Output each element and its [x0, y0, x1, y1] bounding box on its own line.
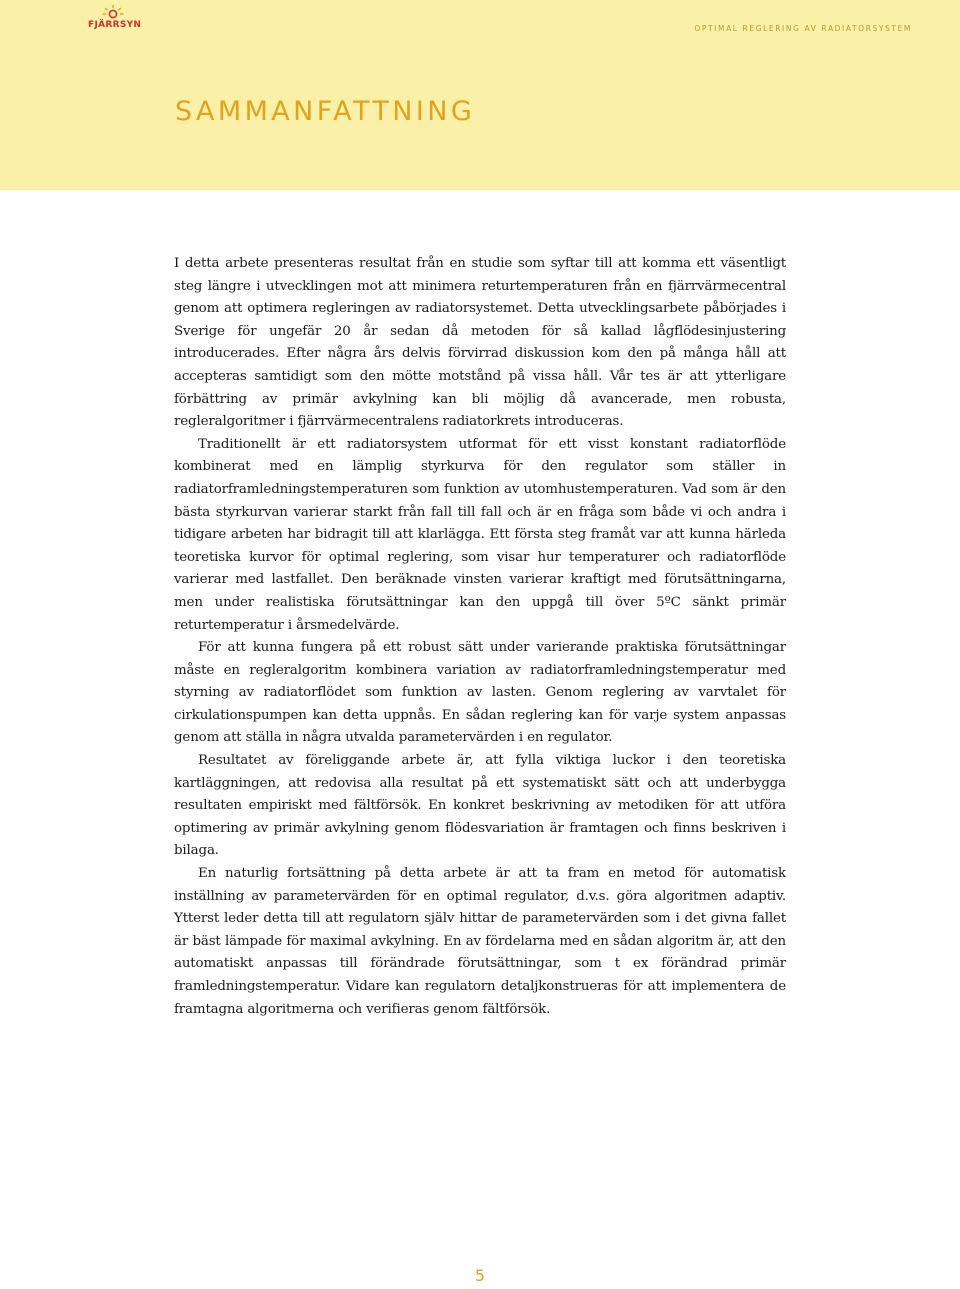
paragraph-4: Resultatet av föreliggande arbete är, att fylla viktiga luckor i den teoretiska kartläggningen, att redovisa alla resultat på ett systematiskt sätt och att underbygga resultaten empiriskt med fältförsök. En konkret beskrivning av metodiken för att utföra optimering av primär avkylning genom flödesvariation är framtagen och finns beskriven i bilaga. — [174, 753, 786, 859]
section-title: SAMMANFATTNING — [175, 96, 476, 127]
sun-icon — [102, 4, 124, 20]
paragraph-2: Traditionellt är ett radiatorsystem utformat för ett visst konstant radiatorflöde kombinerat med en lämplig styrkurva för den regulator som ställer in radiatorframledningstemperaturen som funktion av utomhustemperaturen. Vad som är den bästa styrkurvan varierar starkt från fall till fall och är en fråga som både vi och andra i tidigare arbeten har bidragit till att klarlägga. Ett första steg framåt var att kunna härleda teoretiska kurvor för optimal reglering, som visar hur temperaturer och radiatorflöde varierar med lastfallet. Den beräknade vinsten varierar kraftigt med förutsättningarna, men under realistiska förutsättningar kan den uppgå till över 5ºC sänkt primär returtemperatur i årsmedelvärde. — [174, 436, 786, 633]
body-text — [174, 253, 786, 1021]
running-head: OPTIMAL REGLERING AV RADIATORSYSTEM — [694, 24, 912, 33]
fjarrsyn-logo — [84, 4, 144, 34]
paragraph-1: I detta arbete presenteras resultat från en studie som syftar till att komma ett väsentligt steg längre i utvecklingen mot att minimera returtemperaturen från en fjärrvärmecentral genom att optimera regleringen av radiatorsystemet. Detta utvecklingsarbete påbörjades i Sverige för ungefär 20 år sedan då metoden för så kallad lågflödesinjustering introducerades. Efter några års delvis förvirrad diskussion kom den på många håll att accepteras samtidigt som den mötte motstånd på vissa håll. Vår tes är att ytterligare förbättring av primär avkylning kan bli möjlig då avancerade, men robusta, regleralgoritmer i fjärrvärmecentralens radiatorkrets introduceras. — [174, 256, 786, 430]
paragraph-5: En naturlig fortsättning på detta arbete är att ta fram en metod för automatisk inställning av parametervärden för en optimal regulator, d.v.s. göra algoritmen adaptiv. Ytterst leder detta till att regulatorn själv hittar de parametervärden som i det givna fallet är bäst lämpade för maximal avkylning. En av fördelarna med en sådan algoritm är, att den automatiskt anpassas till förändrade förutsättningar, som t ex förändrad primär framledningstemperatur. Vidare kan regulatorn detaljkonstrueras för att implementera de framtagna algoritmerna och verifieras genom fältförsök. — [174, 866, 786, 1017]
logo-text: FJÄRRSYN — [88, 20, 142, 30]
paragraph-3: För att kunna fungera på ett robust sätt under varierande praktiska förutsättningar måste en regleralgoritm kombinera variation av radiatorframledningstemperatur med styrning av radiatorflödet som funktion av lasten. Genom reglering av varvtalet för cirkulationspumpen kan detta uppnås. En sådan reglering kan för varje system anpassas genom att ställa in några utvalda parametervärden i en regulator. — [174, 640, 786, 746]
page-number: 5 — [474, 1266, 486, 1285]
